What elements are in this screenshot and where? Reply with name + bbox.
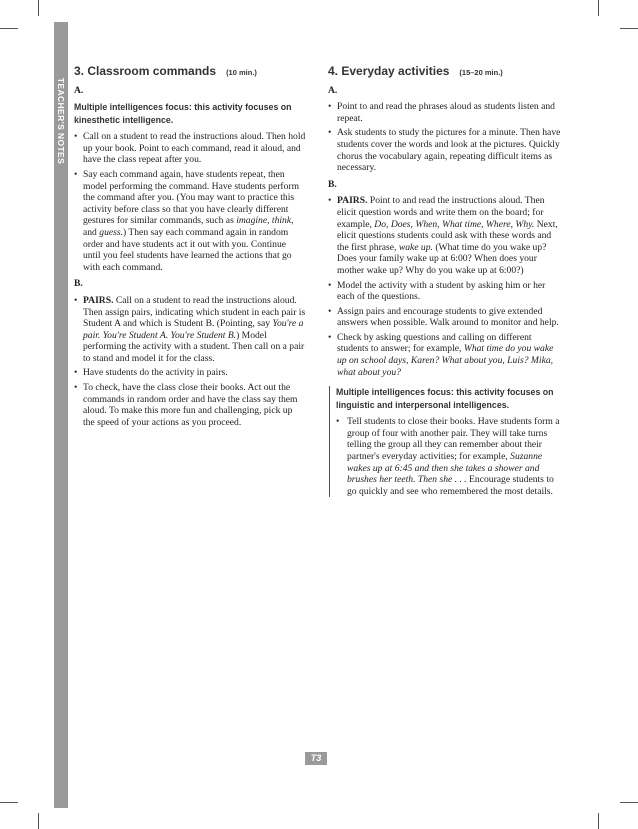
list-item: • Say each command again, have students repeat, then model performing the command. Have students perform the command after you. (You may want to practice this activity before class so that you have clearly different gestures for similar commands, such as imagine, think, and guess.) Then say each command again in random order and have students act it out with you. Continue until you feel students have learned the actions that go with each command. <box>74 169 306 273</box>
activity-4-heading <box>328 66 562 79</box>
crop-mark <box>0 802 18 803</box>
crop-mark <box>38 0 39 16</box>
list-item: • Have students do the activity in pairs. <box>74 367 306 379</box>
list-item: • PAIRS. Call on a student to read the instructions aloud. Then assign pairs, indicating which student in each pair is Student A and which is Student B. (Pointing, say You're a pair. You're Student A. You're Student B.) Model performing the activity with a student. Then call on a pair to stand and model it for the class. <box>74 295 306 365</box>
list-item: • Point to and read the phrases aloud as students listen and repeat. <box>328 101 562 124</box>
mi-focus-list <box>336 416 562 497</box>
list-item: • To check, have the class close their books. Act out the commands in random order and have the class say them aloud. To make this more fun and challenging, pick up the speed of your actions as you proceed. <box>74 382 306 428</box>
list-item: • Assign pairs and encourage students to give extended answers when possible. Walk around to monitor and help. <box>328 306 562 329</box>
section-b-label: B. <box>74 278 83 290</box>
right-column <box>328 66 562 502</box>
crop-mark <box>620 28 638 29</box>
list-item: • PAIRS. Point to and read the instructions aloud. Then elicit question words and write them on the board; for example, Do, Does, When, What time, Where, Why. Next, elicit questions students could ask with these words and the first phrase, wake up. (What time do you wake up? Does your family wake up at 6:00? When does your mother wake up? Why do you wake up at 6:00?) <box>328 195 562 276</box>
mi-focus-note: Multiple intelligences focus: this activity focuses on kinesthetic intelligence. <box>74 102 292 126</box>
section-a-label: A. <box>328 84 338 96</box>
section-a-label: A. <box>74 84 84 96</box>
left-column <box>74 66 306 433</box>
page-number: T3 <box>305 752 327 765</box>
section-b-label: B. <box>328 178 337 190</box>
section-b-list <box>74 295 306 429</box>
section-a-list <box>328 101 562 174</box>
activity-3-time: (10 min.) <box>226 68 257 77</box>
list-item: • Check by asking questions and calling on different students to answer; for example, What time do you wake up on school days, Karen? What about you, Luis? Mika, what about you? <box>328 332 562 378</box>
section-b-list <box>328 195 562 378</box>
mi-focus-box <box>329 386 562 497</box>
teachers-notes-tab <box>54 22 68 808</box>
crop-mark <box>598 813 599 829</box>
activity-4-time: (15–20 min.) <box>459 68 503 77</box>
mi-focus-note: Multiple intelligences focus: this activity focuses on linguistic and interpersonal intelligences. <box>336 387 554 411</box>
crop-mark <box>0 28 18 29</box>
crop-mark <box>38 813 39 829</box>
activity-4-title: 4. Everyday activities <box>328 64 450 78</box>
teachers-notes-label: TEACHER'S NOTES <box>56 77 66 165</box>
list-item: • Model the activity with a student by asking him or her each of the questions. <box>328 280 562 303</box>
list-item: • Tell students to close their books. Have students form a group of four with another pair. They will take turns telling the group all they can remember about their partner's everyday activities; for example, Suzanne wakes up at 6:45 and then she takes a shower and brushes her teeth. Then she . . . Encourage students to go quickly and see who remembered the most details. <box>336 416 562 497</box>
crop-mark <box>620 802 638 803</box>
section-a-list <box>74 131 306 273</box>
list-item: • Ask students to study the pictures for a minute. Then have students cover the words and look at the pictures. Quickly chorus the vocabulary again, repeating difficult items as necessary. <box>328 127 562 173</box>
activity-3-title: 3. Classroom commands <box>74 64 217 78</box>
activity-3-heading <box>74 66 306 79</box>
crop-mark <box>598 0 599 16</box>
list-item: • Call on a student to read the instructions aloud. Then hold up your book. Point to each command, read it aloud, and have the class repeat after you. <box>74 131 306 166</box>
